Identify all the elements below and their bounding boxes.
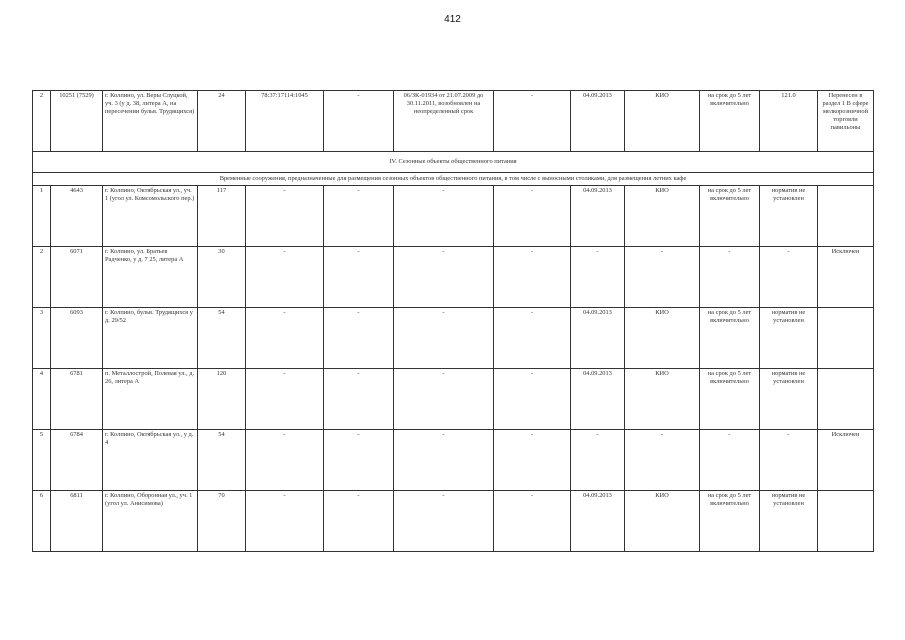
cell-term: на срок до 5 лет включительно: [700, 91, 760, 152]
cell-num: 1: [33, 186, 51, 247]
cell-col6: -: [324, 186, 394, 247]
cell-code: 6784: [51, 430, 103, 491]
cell-date: -: [571, 247, 625, 308]
cell-value: норматив не установлен: [760, 308, 818, 369]
cell-term: -: [700, 247, 760, 308]
cell-note: Перенесен в раздел 1 В сфере мелкорозничной торговли павильоны: [818, 91, 874, 152]
cell-area: 30: [198, 247, 246, 308]
cell-term: -: [700, 430, 760, 491]
table-row: [33, 491, 874, 552]
cell-col7: -: [394, 491, 494, 552]
cell-address: г. Колпино, Октябрьская ул., уч. 1 (угол ул. Комсомольского пер.): [103, 186, 198, 247]
cell-address: г. Колпино, ул. Братьев Радченко, у д. 7 25, литера А: [103, 247, 198, 308]
register-table: [32, 90, 874, 552]
cell-col5: -: [246, 491, 324, 552]
cell-value: норматив не установлен: [760, 369, 818, 430]
cell-term: на срок до 5 лет включительно: [700, 369, 760, 430]
cell-address: п. Металлострой, Полевая ул., д. 26, литера А: [103, 369, 198, 430]
cell-num: 5: [33, 430, 51, 491]
cell-org: КИО: [625, 186, 700, 247]
cell-note: [818, 369, 874, 430]
page-number: 412: [444, 14, 461, 25]
table-row: [33, 308, 874, 369]
cell-col8: -: [494, 491, 571, 552]
table-row: [33, 369, 874, 430]
cell-col5: -: [246, 186, 324, 247]
cell-org: КИО: [625, 491, 700, 552]
cell-note: Исключен: [818, 247, 874, 308]
cell-num: 4: [33, 369, 51, 430]
cell-address: г. Колпино, Октябрьская ул., у д. 4: [103, 430, 198, 491]
cell-col6: -: [324, 91, 394, 152]
subsection-title: Временные сооружения, предназначенные для размещения сезонных объектов общественного питания, в том числе с выносными столиками, для размещения летних кафе: [33, 173, 874, 186]
cell-col7: -: [394, 247, 494, 308]
cell-date: 04.09.2013: [571, 308, 625, 369]
cell-col5: -: [246, 369, 324, 430]
cell-area: 120: [198, 369, 246, 430]
cell-term: на срок до 5 лет включительно: [700, 308, 760, 369]
cell-col8: -: [494, 186, 571, 247]
cell-col6: -: [324, 491, 394, 552]
cell-code: 6811: [51, 491, 103, 552]
cell-org: КИО: [625, 91, 700, 152]
cell-code: 4643: [51, 186, 103, 247]
cell-col8: -: [494, 91, 571, 152]
cell-value: норматив не установлен: [760, 491, 818, 552]
cell-col7: -: [394, 430, 494, 491]
cell-org: КИО: [625, 369, 700, 430]
table-row: [33, 430, 874, 491]
cell-note: [818, 186, 874, 247]
cell-col8: -: [494, 369, 571, 430]
cell-note: [818, 308, 874, 369]
table-row: [33, 91, 874, 152]
cell-cadastral: 78:37:17114:1045: [246, 91, 324, 152]
cell-col5: -: [246, 430, 324, 491]
cell-date: 04.09.2013: [571, 491, 625, 552]
cell-col7: -: [394, 186, 494, 247]
cell-term: на срок до 5 лет включительно: [700, 491, 760, 552]
cell-area: 24: [198, 91, 246, 152]
cell-value: 121.0: [760, 91, 818, 152]
cell-term: на срок до 5 лет включительно: [700, 186, 760, 247]
cell-address: г. Колпино, ул. Веры Слуцкой, уч. 3 (у д. 38, литера А, на пересечении бульв. Трудящихся): [103, 91, 198, 152]
cell-note: [818, 491, 874, 552]
cell-num: 3: [33, 308, 51, 369]
section-title: IV. Сезонные объекты общественного питания: [33, 152, 874, 173]
cell-date: -: [571, 430, 625, 491]
cell-value: -: [760, 247, 818, 308]
cell-area: 54: [198, 430, 246, 491]
cell-col5: -: [246, 308, 324, 369]
cell-col6: -: [324, 308, 394, 369]
cell-address: г. Колпино, Оборонная ул., уч. 1 (угол ул. Анисимова): [103, 491, 198, 552]
cell-col8: -: [494, 430, 571, 491]
table-row: [33, 247, 874, 308]
cell-code: 6093: [51, 308, 103, 369]
cell-col8: -: [494, 308, 571, 369]
cell-date: 04.09.2013: [571, 369, 625, 430]
cell-date: 04.09.2013: [571, 186, 625, 247]
cell-note: Исключен: [818, 430, 874, 491]
cell-org: -: [625, 430, 700, 491]
cell-value: норматив не установлен: [760, 186, 818, 247]
cell-address: г. Колпино, бульв. Трудящихся у д. 29/52: [103, 308, 198, 369]
cell-date: 04.09.2013: [571, 91, 625, 152]
section-row: [33, 152, 874, 173]
subsection-row: [33, 173, 874, 186]
cell-col8: -: [494, 247, 571, 308]
cell-col5: -: [246, 247, 324, 308]
cell-col7: -: [394, 308, 494, 369]
cell-code: 10251 (7529): [51, 91, 103, 152]
cell-area: 70: [198, 491, 246, 552]
cell-col7: -: [394, 369, 494, 430]
cell-area: 54: [198, 308, 246, 369]
cell-org: -: [625, 247, 700, 308]
cell-num: 6: [33, 491, 51, 552]
cell-col6: -: [324, 369, 394, 430]
cell-col6: -: [324, 247, 394, 308]
cell-contract: 06/ЗК-01934 от 21.07.2009 до 30.11.2011, возобновлен на неопределенный срок: [394, 91, 494, 152]
cell-org: КИО: [625, 308, 700, 369]
cell-col6: -: [324, 430, 394, 491]
table-row: [33, 186, 874, 247]
cell-area: 117: [198, 186, 246, 247]
cell-value: -: [760, 430, 818, 491]
cell-code: 6071: [51, 247, 103, 308]
cell-num: 2: [33, 91, 51, 152]
cell-num: 2: [33, 247, 51, 308]
cell-code: 6781: [51, 369, 103, 430]
